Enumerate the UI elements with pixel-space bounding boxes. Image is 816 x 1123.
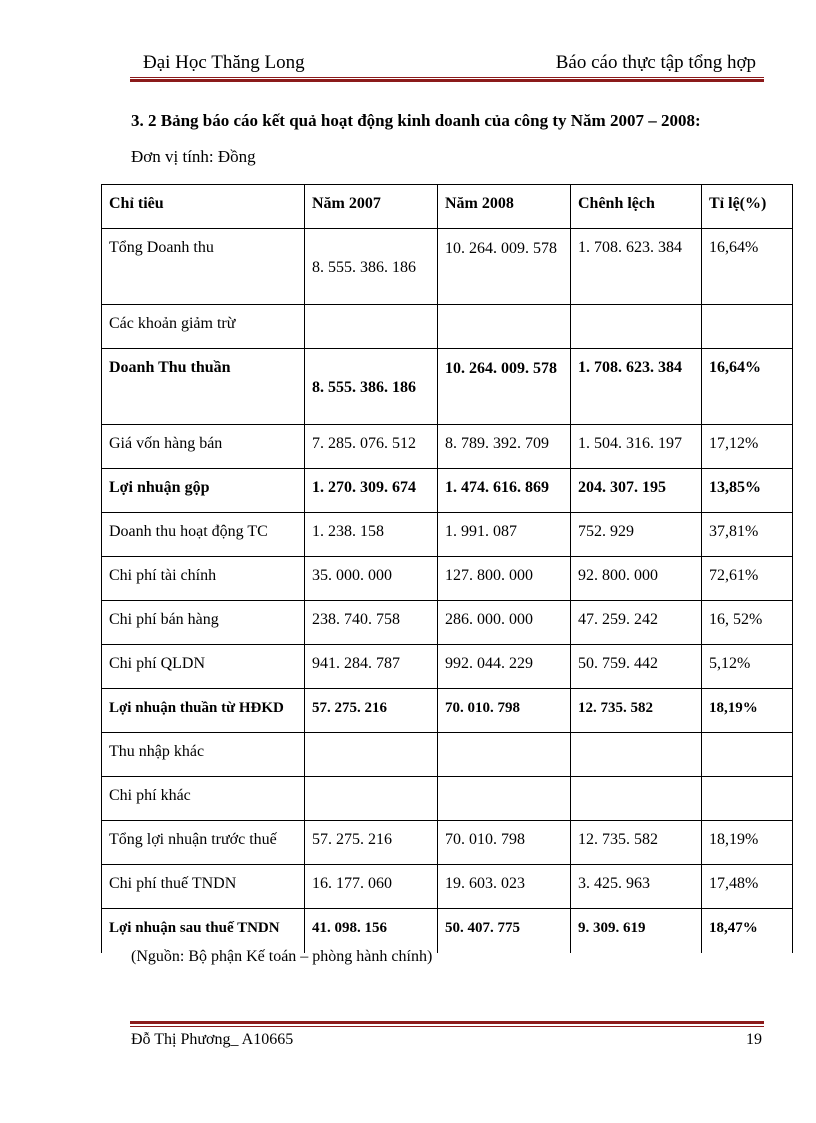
table-cell: Thu nhập khác xyxy=(102,733,305,777)
table-header-row xyxy=(102,185,793,229)
table-cell: 17,12% xyxy=(702,425,793,469)
table-cell: Lợi nhuận sau thuế TNDN xyxy=(102,909,305,953)
table-cell: 37,81% xyxy=(702,513,793,557)
footer-author: Đỗ Thị Phương_ A10665 xyxy=(131,1031,294,1048)
header-cell: Tỉ lệ(%) xyxy=(702,185,793,229)
table-row xyxy=(102,733,793,777)
table-row xyxy=(102,229,793,305)
income-statement-table xyxy=(101,184,793,953)
table-cell xyxy=(305,305,438,349)
table-row xyxy=(102,305,793,349)
table-cell: 1. 238. 158 xyxy=(305,513,438,557)
table-cell: 19. 603. 023 xyxy=(438,865,571,909)
table-cell: 5,12% xyxy=(702,645,793,689)
table-row xyxy=(102,349,793,425)
table-cell: 1. 504. 316. 197 xyxy=(571,425,702,469)
header-rule-thin xyxy=(130,77,764,78)
table-row xyxy=(102,425,793,469)
table-cell: Các khoản giảm trừ xyxy=(102,305,305,349)
unit-label: Đơn vị tính: Đồng xyxy=(131,147,256,166)
header-cell: Chênh lệch xyxy=(571,185,702,229)
table-cell: Lợi nhuận gộp xyxy=(102,469,305,513)
table-row xyxy=(102,469,793,513)
table-cell: Doanh Thu thuần xyxy=(102,349,305,425)
page-number: 19 xyxy=(746,1031,762,1048)
table-cell: 3. 425. 963 xyxy=(571,865,702,909)
table-cell: 10. 264. 009. 578 xyxy=(438,229,571,305)
table-cell xyxy=(702,733,793,777)
table-cell: 1. 474. 616. 869 xyxy=(438,469,571,513)
table-row xyxy=(102,821,793,865)
table-cell: 13,85% xyxy=(702,469,793,513)
table-cell: 41. 098. 156 xyxy=(305,909,438,953)
table-cell xyxy=(438,733,571,777)
footer-rule-thick xyxy=(130,1021,764,1024)
table-cell: 16, 52% xyxy=(702,601,793,645)
table-cell: 70. 010. 798 xyxy=(438,821,571,865)
table-cell: 8. 555. 386. 186 xyxy=(305,229,438,305)
table-cell: 1. 270. 309. 674 xyxy=(305,469,438,513)
table-cell: 18,19% xyxy=(702,689,793,733)
table-cell: 50. 759. 442 xyxy=(571,645,702,689)
table-cell xyxy=(702,777,793,821)
table-cell: 70. 010. 798 xyxy=(438,689,571,733)
table-row xyxy=(102,777,793,821)
table-row xyxy=(102,601,793,645)
table-cell: 16. 177. 060 xyxy=(305,865,438,909)
table-cell: 8. 555. 386. 186 xyxy=(305,349,438,425)
header-rule-thick xyxy=(130,79,764,82)
table-cell xyxy=(571,777,702,821)
table-cell: Doanh thu hoạt động TC xyxy=(102,513,305,557)
table-cell: 1. 708. 623. 384 xyxy=(571,349,702,425)
table-cell: Tổng lợi nhuận trước thuế xyxy=(102,821,305,865)
table-cell: 9. 309. 619 xyxy=(571,909,702,953)
table-cell xyxy=(702,305,793,349)
table-cell: 7. 285. 076. 512 xyxy=(305,425,438,469)
table-cell: Tổng Doanh thu xyxy=(102,229,305,305)
table-cell: 238. 740. 758 xyxy=(305,601,438,645)
table-row xyxy=(102,689,793,733)
table-cell xyxy=(305,733,438,777)
table-cell: 17,48% xyxy=(702,865,793,909)
table-cell: Giá vốn hàng bán xyxy=(102,425,305,469)
table-row xyxy=(102,645,793,689)
header-report-title: Báo cáo thực tập tổng hợp xyxy=(555,52,756,73)
table-cell: Chi phí bán hàng xyxy=(102,601,305,645)
table-cell: 10. 264. 009. 578 xyxy=(438,349,571,425)
table-cell: 1. 708. 623. 384 xyxy=(571,229,702,305)
header-cell: Năm 2008 xyxy=(438,185,571,229)
source-note: (Nguồn: Bộ phận Kế toán – phòng hành chính) xyxy=(131,948,433,965)
table-cell: 16,64% xyxy=(702,349,793,425)
table-cell: 752. 929 xyxy=(571,513,702,557)
table-row xyxy=(102,557,793,601)
header-university: Đại Học Thăng Long xyxy=(143,52,305,73)
table-cell xyxy=(438,777,571,821)
table-cell: Lợi nhuận thuần từ HĐKD xyxy=(102,689,305,733)
table-cell: 127. 800. 000 xyxy=(438,557,571,601)
table-row xyxy=(102,865,793,909)
table-cell xyxy=(571,305,702,349)
table-cell: 204. 307. 195 xyxy=(571,469,702,513)
table-cell: 12. 735. 582 xyxy=(571,689,702,733)
footer-rule-thin xyxy=(130,1026,764,1027)
table-cell: 941. 284. 787 xyxy=(305,645,438,689)
table-cell: 47. 259. 242 xyxy=(571,601,702,645)
table-cell xyxy=(305,777,438,821)
table-cell: 18,19% xyxy=(702,821,793,865)
table-cell: Chi phí khác xyxy=(102,777,305,821)
table-cell: 8. 789. 392. 709 xyxy=(438,425,571,469)
table-row xyxy=(102,513,793,557)
table-cell: Chi phí QLDN xyxy=(102,645,305,689)
section-title: 3. 2 Bảng báo cáo kết quả hoạt động kinh doanh của công ty Năm 2007 – 2008: xyxy=(131,111,701,130)
table-cell: 92. 800. 000 xyxy=(571,557,702,601)
table-cell: 35. 000. 000 xyxy=(305,557,438,601)
table-cell: Chi phí tài chính xyxy=(102,557,305,601)
table-cell xyxy=(571,733,702,777)
table-cell: 57. 275. 216 xyxy=(305,821,438,865)
table-cell: 992. 044. 229 xyxy=(438,645,571,689)
header-cell: Năm 2007 xyxy=(305,185,438,229)
table-cell: 72,61% xyxy=(702,557,793,601)
table-cell: 1. 991. 087 xyxy=(438,513,571,557)
table-cell: 16,64% xyxy=(702,229,793,305)
table-cell xyxy=(438,305,571,349)
table-cell: 286. 000. 000 xyxy=(438,601,571,645)
header-cell: Chỉ tiêu xyxy=(102,185,305,229)
table-cell: Chi phí thuế TNDN xyxy=(102,865,305,909)
table-cell: 57. 275. 216 xyxy=(305,689,438,733)
table-cell: 50. 407. 775 xyxy=(438,909,571,953)
table-cell: 18,47% xyxy=(702,909,793,953)
table-row xyxy=(102,909,793,953)
table-cell: 12. 735. 582 xyxy=(571,821,702,865)
